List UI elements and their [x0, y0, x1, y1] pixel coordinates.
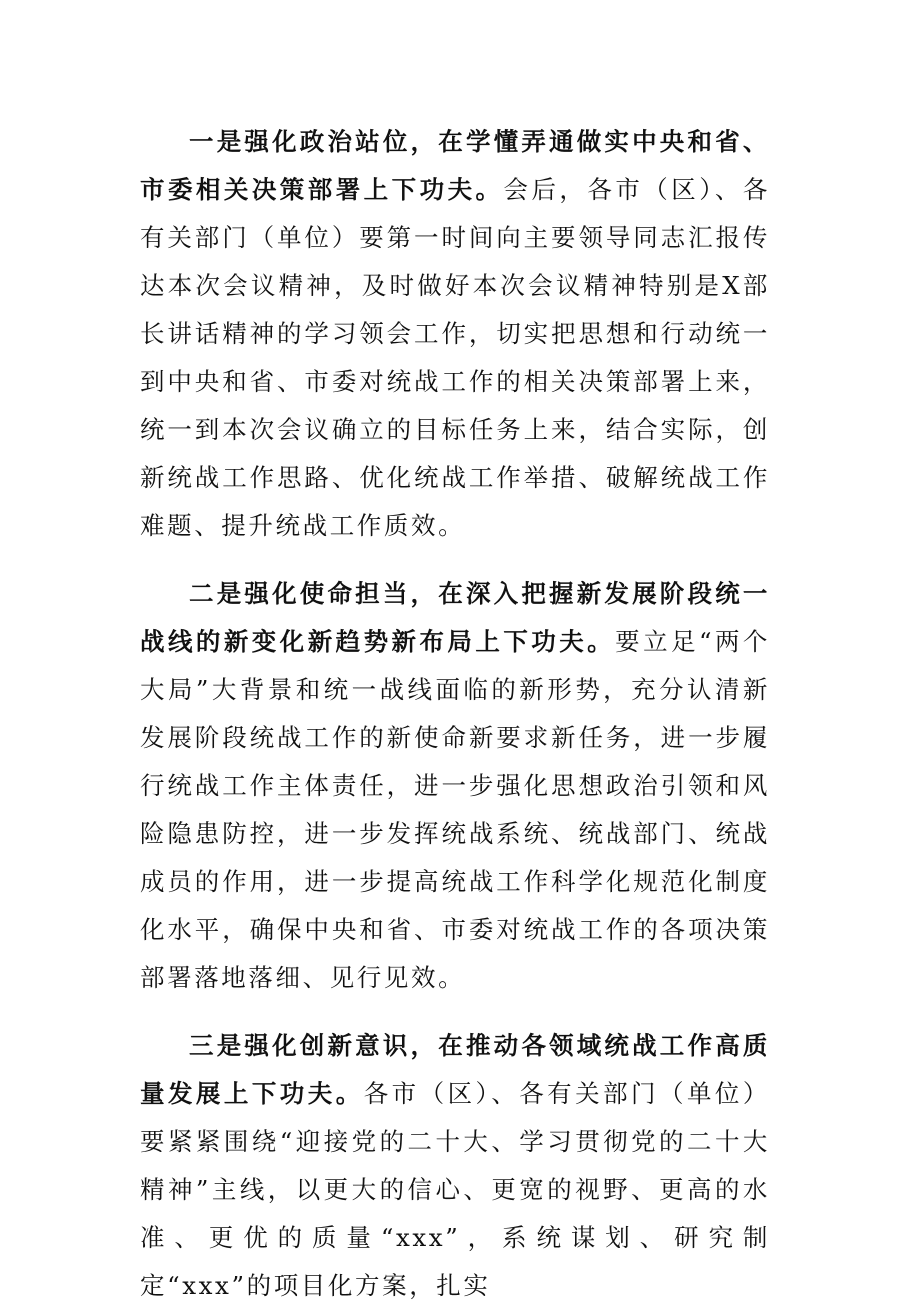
paragraph-3-lead: 三是强化创新意识，在推动各领域统战工作高质量发展上下功夫。 [140, 1031, 770, 1108]
paragraph-1-lead: 一是强化政治站位，在学懂弄通做实中央和省、市委相关决策部署上下功夫。 [140, 127, 770, 204]
paragraph-1 [140, 118, 770, 550]
paragraph-1-body: 会后，各市（区）、各有关部门（单位）要第一时间向主要领导同志汇报传达本次会议精神，及时做好本次会议精神特别是X部长讲话精神的学习领会工作，切实把思想和行动统一到中央和省、市委对统战工作的相关决策部署上来，统一到本次会议确立的目标任务上来，结合实际，创新统战工作思路、优化统战工作举措、破解统战工作难题、提升统战工作质效。 [140, 175, 770, 540]
paragraph-3-body: 各市（区）、各有关部门（单位）要紧紧围绕“迎接党的二十大、学习贯彻党的二十大精神”主线，以更大的信心、更宽的视野、更高的水准、更优的质量“xxx”，系统谋划、研究制定“xxx”的项目化方案，扎实 [140, 1079, 770, 1300]
paragraph-2-lead: 二是强化使命担当，在深入把握新发展阶段统一战线的新变化新趋势新布局上下功夫。 [140, 579, 770, 656]
paragraph-3 [140, 1022, 770, 1310]
document-body [140, 118, 770, 1310]
paragraph-2 [140, 570, 770, 1002]
paragraph-2-body: 要立足“两个大局”大背景和统一战线面临的新形势，充分认清新发展阶段统战工作的新使命新要求新任务，进一步履行统战工作主体责任，进一步强化思想政治引领和风险隐患防控，进一步发挥统战系统、统战部门、统战成员的作用，进一步提高统战工作科学化规范化制度化水平，确保中央和省、市委对统战工作的各项决策部署落地落细、见行见效。 [140, 627, 771, 992]
